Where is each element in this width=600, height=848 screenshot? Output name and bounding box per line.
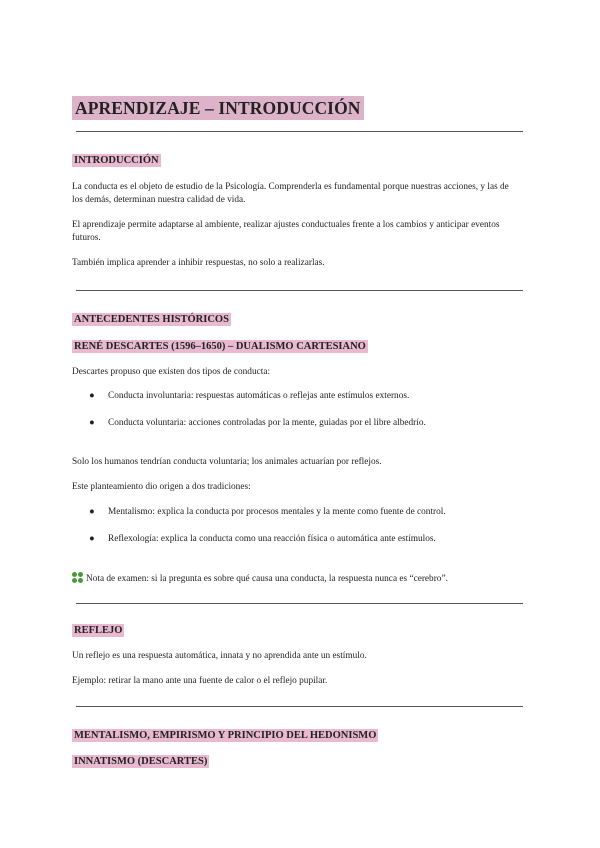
heading-text: REFLEJO — [74, 625, 123, 636]
list-item: Reflexología: explica la conducta como una reacción física o automática ante estímulos. — [108, 534, 436, 544]
divider — [76, 290, 523, 291]
clover-icon — [72, 572, 83, 583]
heading-text: MENTALISMO, EMPIRISMO Y PRINCIPIO DEL HEDONISMO — [74, 730, 377, 741]
exam-note — [72, 572, 524, 586]
paragraph-aprendizaje-line2: futuros. — [72, 233, 101, 243]
paragraph-reflejo-def: Un reflejo es una respuesta automática, innata y no aprendida ante un estímulo. — [72, 651, 367, 661]
bullet-icon: ● — [89, 507, 95, 517]
paragraph-reflejo-ejemplo: Ejemplo: retirar la mano ante una fuente de calor o el reflejo pupilar. — [72, 676, 328, 686]
heading-text: RENÉ DESCARTES (1596–1650) – DUALISMO CARTESIANO — [74, 341, 366, 352]
list-item: Mentalismo: explica la conducta por procesos mentales y la mente como fuente de control. — [108, 507, 446, 517]
paragraph-aprendizaje-line1: El aprendizaje permite adaptarse al ambiente, realizar ajustes conductuales frente a los cambios y anticipar eventos — [72, 220, 500, 230]
subheading-innatismo — [72, 755, 209, 769]
list-item: Conducta voluntaria: acciones controladas por la mente, guiadas por el libre albedrío. — [108, 418, 426, 428]
subheading-descartes — [72, 340, 368, 354]
bullet-icon: ● — [89, 391, 95, 401]
heading-text: INTRODUCCIÓN — [74, 155, 159, 166]
section-heading-introduccion — [72, 154, 161, 168]
exam-note-text: Nota de examen: si la pregunta es sobre qué causa una conducta, la respuesta nunca es “cerebro”. — [86, 574, 448, 584]
paragraph-conducta-line1: La conducta es el objeto de estudio de la Psicología. Comprenderla es fundamental porque nuestras acciones, y las de — [72, 182, 509, 192]
list-item: Conducta involuntaria: respuestas automáticas o reflejas ante estímulos externos. — [108, 391, 410, 401]
bullet-icon: ● — [89, 418, 95, 428]
page-title: APRENDIZAJE – INTRODUCCIÓN — [72, 96, 364, 120]
paragraph-tradiciones: Este planteamiento dio origen a dos tradiciones: — [72, 482, 251, 492]
paragraph-descartes-intro: Descartes propuso que existen dos tipos de conducta: — [72, 367, 271, 377]
section-heading-antecedentes — [72, 313, 231, 327]
heading-text: INNATISMO (DESCARTES) — [74, 756, 208, 767]
section-heading-mentalismo — [72, 729, 378, 743]
section-heading-reflejo — [72, 624, 124, 638]
bullet-icon: ● — [89, 534, 95, 544]
heading-text: ANTECEDENTES HISTÓRICOS — [74, 314, 229, 325]
paragraph-conducta-line2: los demás, determinan nuestra calidad de vida. — [72, 195, 246, 205]
paragraph-humanos: Solo los humanos tendrían conducta voluntaria; los animales actuarían por reflejos. — [72, 457, 382, 467]
divider — [76, 706, 523, 707]
divider — [76, 131, 523, 132]
divider — [76, 603, 523, 604]
paragraph-inhibir: También implica aprender a inhibir respuestas, no solo a realizarlas. — [72, 258, 325, 268]
